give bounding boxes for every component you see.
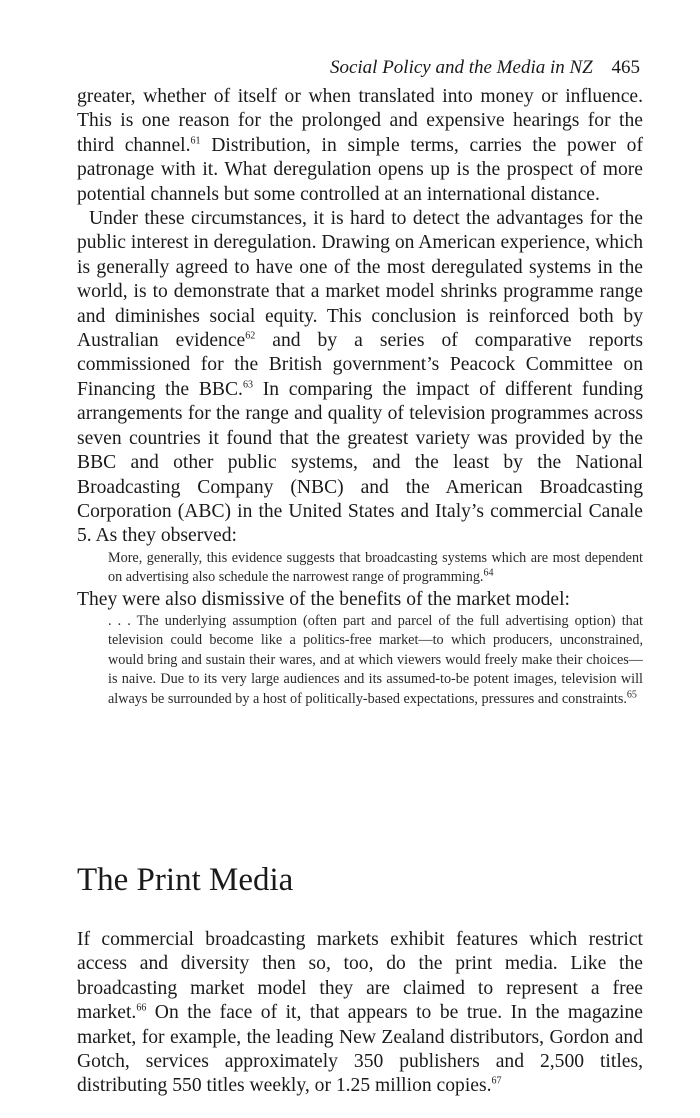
block-quote-1 xyxy=(77,549,643,588)
footnote-ref-64: 64 xyxy=(483,567,494,579)
paragraph-1 xyxy=(77,85,643,207)
section-body-2 xyxy=(77,928,643,1099)
footnote-ref-63: 63 xyxy=(242,379,253,391)
paragraph-3-text: They were also dismissive of the benefits of the market model: xyxy=(77,588,570,610)
section-heading: The Print Media xyxy=(77,862,294,898)
paragraph-2 xyxy=(77,207,643,549)
footnote-ref-66: 66 xyxy=(136,1002,147,1014)
paragraph-1-text: greater, whether of itself or when translated into money or influence. This is one reason for the prolonged and expensive hearings for the third channel. xyxy=(77,86,643,156)
footnote-ref-65: 65 xyxy=(626,688,637,700)
block-quote-2 xyxy=(77,612,643,709)
page-number: 465 xyxy=(611,57,640,78)
paragraph-1-text-2: Distribution, in simple terms, carries the power of patronage with it. What deregulation opens up is the prospect of more potential channels but some controlled at an international distance. xyxy=(77,134,643,205)
paragraph-2-text-1: Under these circumstances, it is hard to detect the advantages for the public interest in deregulation. Drawing on American experience, which is generally agreed to have one of the most deregulated systems in the world, is to demonstrate that a market model shrinks programme range and diminishes social equity. This conclusion is reinforced both by Australian evidence xyxy=(77,208,643,352)
paragraph-4-text-1: If commercial broadcasting markets exhibit features which restrict access and diversity then so, too, do the print media. Like the broadcasting market model they are claimed to represent a free market. xyxy=(77,929,643,1024)
paragraph-3 xyxy=(77,588,643,612)
section-body-1 xyxy=(77,85,643,709)
running-header xyxy=(330,56,640,80)
block-quote-1-text: More, generally, this evidence suggests that broadcasting systems which are most dependent on advertising also schedule the narrowest range of programming. xyxy=(108,549,643,586)
running-title: Social Policy and the Media in NZ xyxy=(329,57,593,78)
footnote-ref-61: 61 xyxy=(190,135,201,147)
block-quote-2-text: . . . The underlying assumption (often part and parcel of the full advertising option) that television could become like a politics-free market—to which producers, unconstrained, would bring and sustain their wares, and at which viewers would freely make their choices—is naive. Due to its very large audiences and its assumed-to-be potent images, television will always be surrounded by a host of politically-based expectations, pressures and constraints. xyxy=(108,612,643,707)
paragraph-2-text-3: In comparing the impact of different funding arrangements for the range and quality of television programmes across seven countries it found that the greatest variety was provided by the BBC and other public systems, and the least by the National Broadcasting Company (NBC) and the American Broadcasting Corporation (ABC) in the United States and Italy’s commercial Canale 5. As they observed: xyxy=(77,378,643,547)
paragraph-4 xyxy=(77,928,643,1099)
footnote-ref-62: 62 xyxy=(245,330,256,342)
footnote-ref-67: 67 xyxy=(491,1075,502,1087)
paragraph-4-text-2: On the face of it, that appears to be true. In the magazine market, for example, the leading New Zealand distributors, Gordon and Gotch, services approximately 350 publishers and 2,500 titles, distributing 550 titles weekly, or 1.25 million copies. xyxy=(77,1002,643,1097)
paragraph-2-text-2: and by a series of comparative reports commissioned for the British government’s Peacock Committee on Financing the BBC. xyxy=(77,330,644,400)
